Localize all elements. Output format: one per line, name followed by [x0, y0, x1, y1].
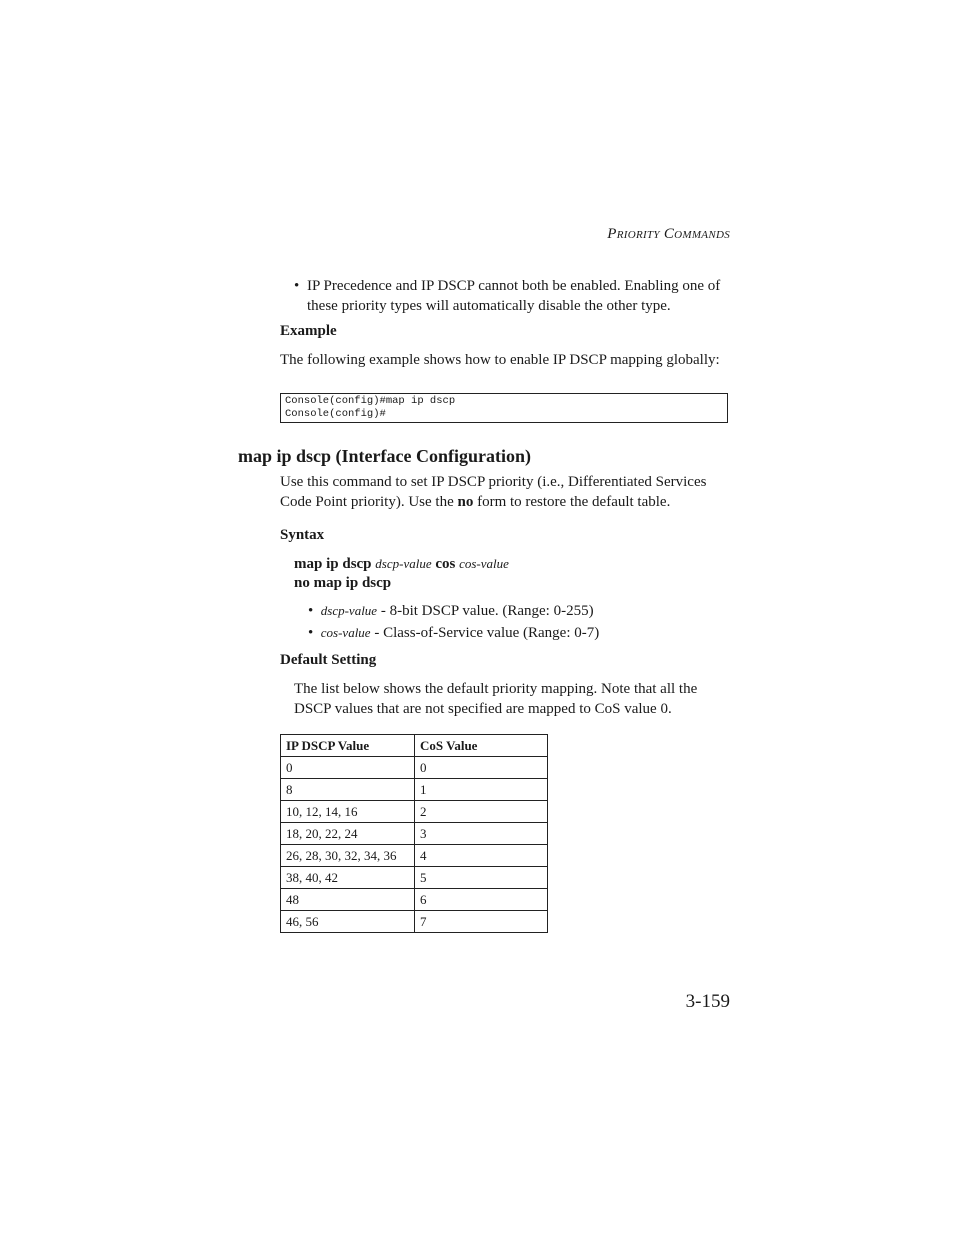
cos-cell: 3	[415, 823, 548, 845]
syntax-no-form	[294, 573, 391, 593]
page-number: 3-159	[685, 991, 730, 1012]
cos-cell: 0	[415, 757, 548, 779]
dscp-cos-table	[280, 734, 548, 933]
intro-bullet	[294, 276, 734, 316]
table-row	[281, 911, 548, 933]
syntax-cmd: map ip dscp	[294, 556, 372, 572]
table-header-row	[281, 735, 548, 757]
desc-text: Use this command to set IP DSCP priority (i.e., Differentiated Services Code Point priority). Use the	[280, 474, 707, 510]
desc-text: form to restore the default table.	[473, 494, 671, 510]
code-line: Console(config)#	[285, 408, 386, 420]
cos-cell: 5	[415, 867, 548, 889]
table-row	[281, 779, 548, 801]
table-row	[281, 845, 548, 867]
param-item	[308, 601, 594, 621]
param-name: dscp-value	[320, 603, 378, 618]
cos-cell: 1	[415, 779, 548, 801]
dscp-cell: 46, 56	[281, 911, 415, 933]
cos-cell: 2	[415, 801, 548, 823]
syntax-arg: cos-value	[459, 556, 509, 571]
param-desc: - 8-bit DSCP value. (Range: 0-255)	[377, 603, 594, 619]
table-row	[281, 757, 548, 779]
cos-cell: 7	[415, 911, 548, 933]
dscp-cell: 48	[281, 889, 415, 911]
dscp-cell: 38, 40, 42	[281, 867, 415, 889]
default-setting-heading: Default Setting	[280, 652, 377, 668]
table-row	[281, 889, 548, 911]
dscp-cell: 26, 28, 30, 32, 34, 36	[281, 845, 415, 867]
default-setting-text: The list below shows the default priority mapping. Note that all the DSCP values that are not specified are mapped to CoS value 0.	[294, 681, 698, 717]
dscp-cell: 8	[281, 779, 415, 801]
example-text: The following example shows how to enable IP DSCP mapping globally:	[280, 352, 720, 368]
syntax-arg: dscp-value	[375, 556, 432, 571]
desc-no-keyword: no	[457, 494, 474, 510]
syntax-heading: Syntax	[280, 527, 325, 543]
column-header: CoS Value	[415, 735, 548, 757]
section-description	[280, 472, 720, 512]
bullet-icon: •	[308, 603, 321, 619]
bullet-icon: •	[294, 278, 300, 294]
cos-cell: 4	[415, 845, 548, 867]
syntax-no-cmd: no map ip dscp	[294, 575, 392, 591]
running-head: Priority Commands	[607, 226, 730, 242]
syntax-cmd: cos	[435, 556, 456, 572]
cos-cell: 6	[415, 889, 548, 911]
param-desc: - Class-of-Service value (Range: 0-7)	[370, 625, 600, 641]
table-row	[281, 823, 548, 845]
section-title: map ip dscp (Interface Configuration)	[238, 446, 531, 466]
param-name: cos-value	[320, 625, 371, 640]
example-heading: Example	[280, 323, 337, 339]
column-header: IP DSCP Value	[281, 735, 415, 757]
table-row	[281, 801, 548, 823]
bullet-icon: •	[308, 625, 321, 641]
param-item	[308, 623, 599, 643]
intro-bullet-text: IP Precedence and IP DSCP cannot both be enabled. Enabling one of these priority types will automatically disable the other type.	[307, 278, 721, 314]
dscp-cell: 0	[281, 757, 415, 779]
dscp-cell: 18, 20, 22, 24	[281, 823, 415, 845]
code-example	[280, 393, 728, 423]
syntax-command	[294, 554, 509, 574]
table-row	[281, 867, 548, 889]
code-line: Console(config)#map ip dscp	[285, 395, 456, 407]
dscp-cell: 10, 12, 14, 16	[281, 801, 415, 823]
